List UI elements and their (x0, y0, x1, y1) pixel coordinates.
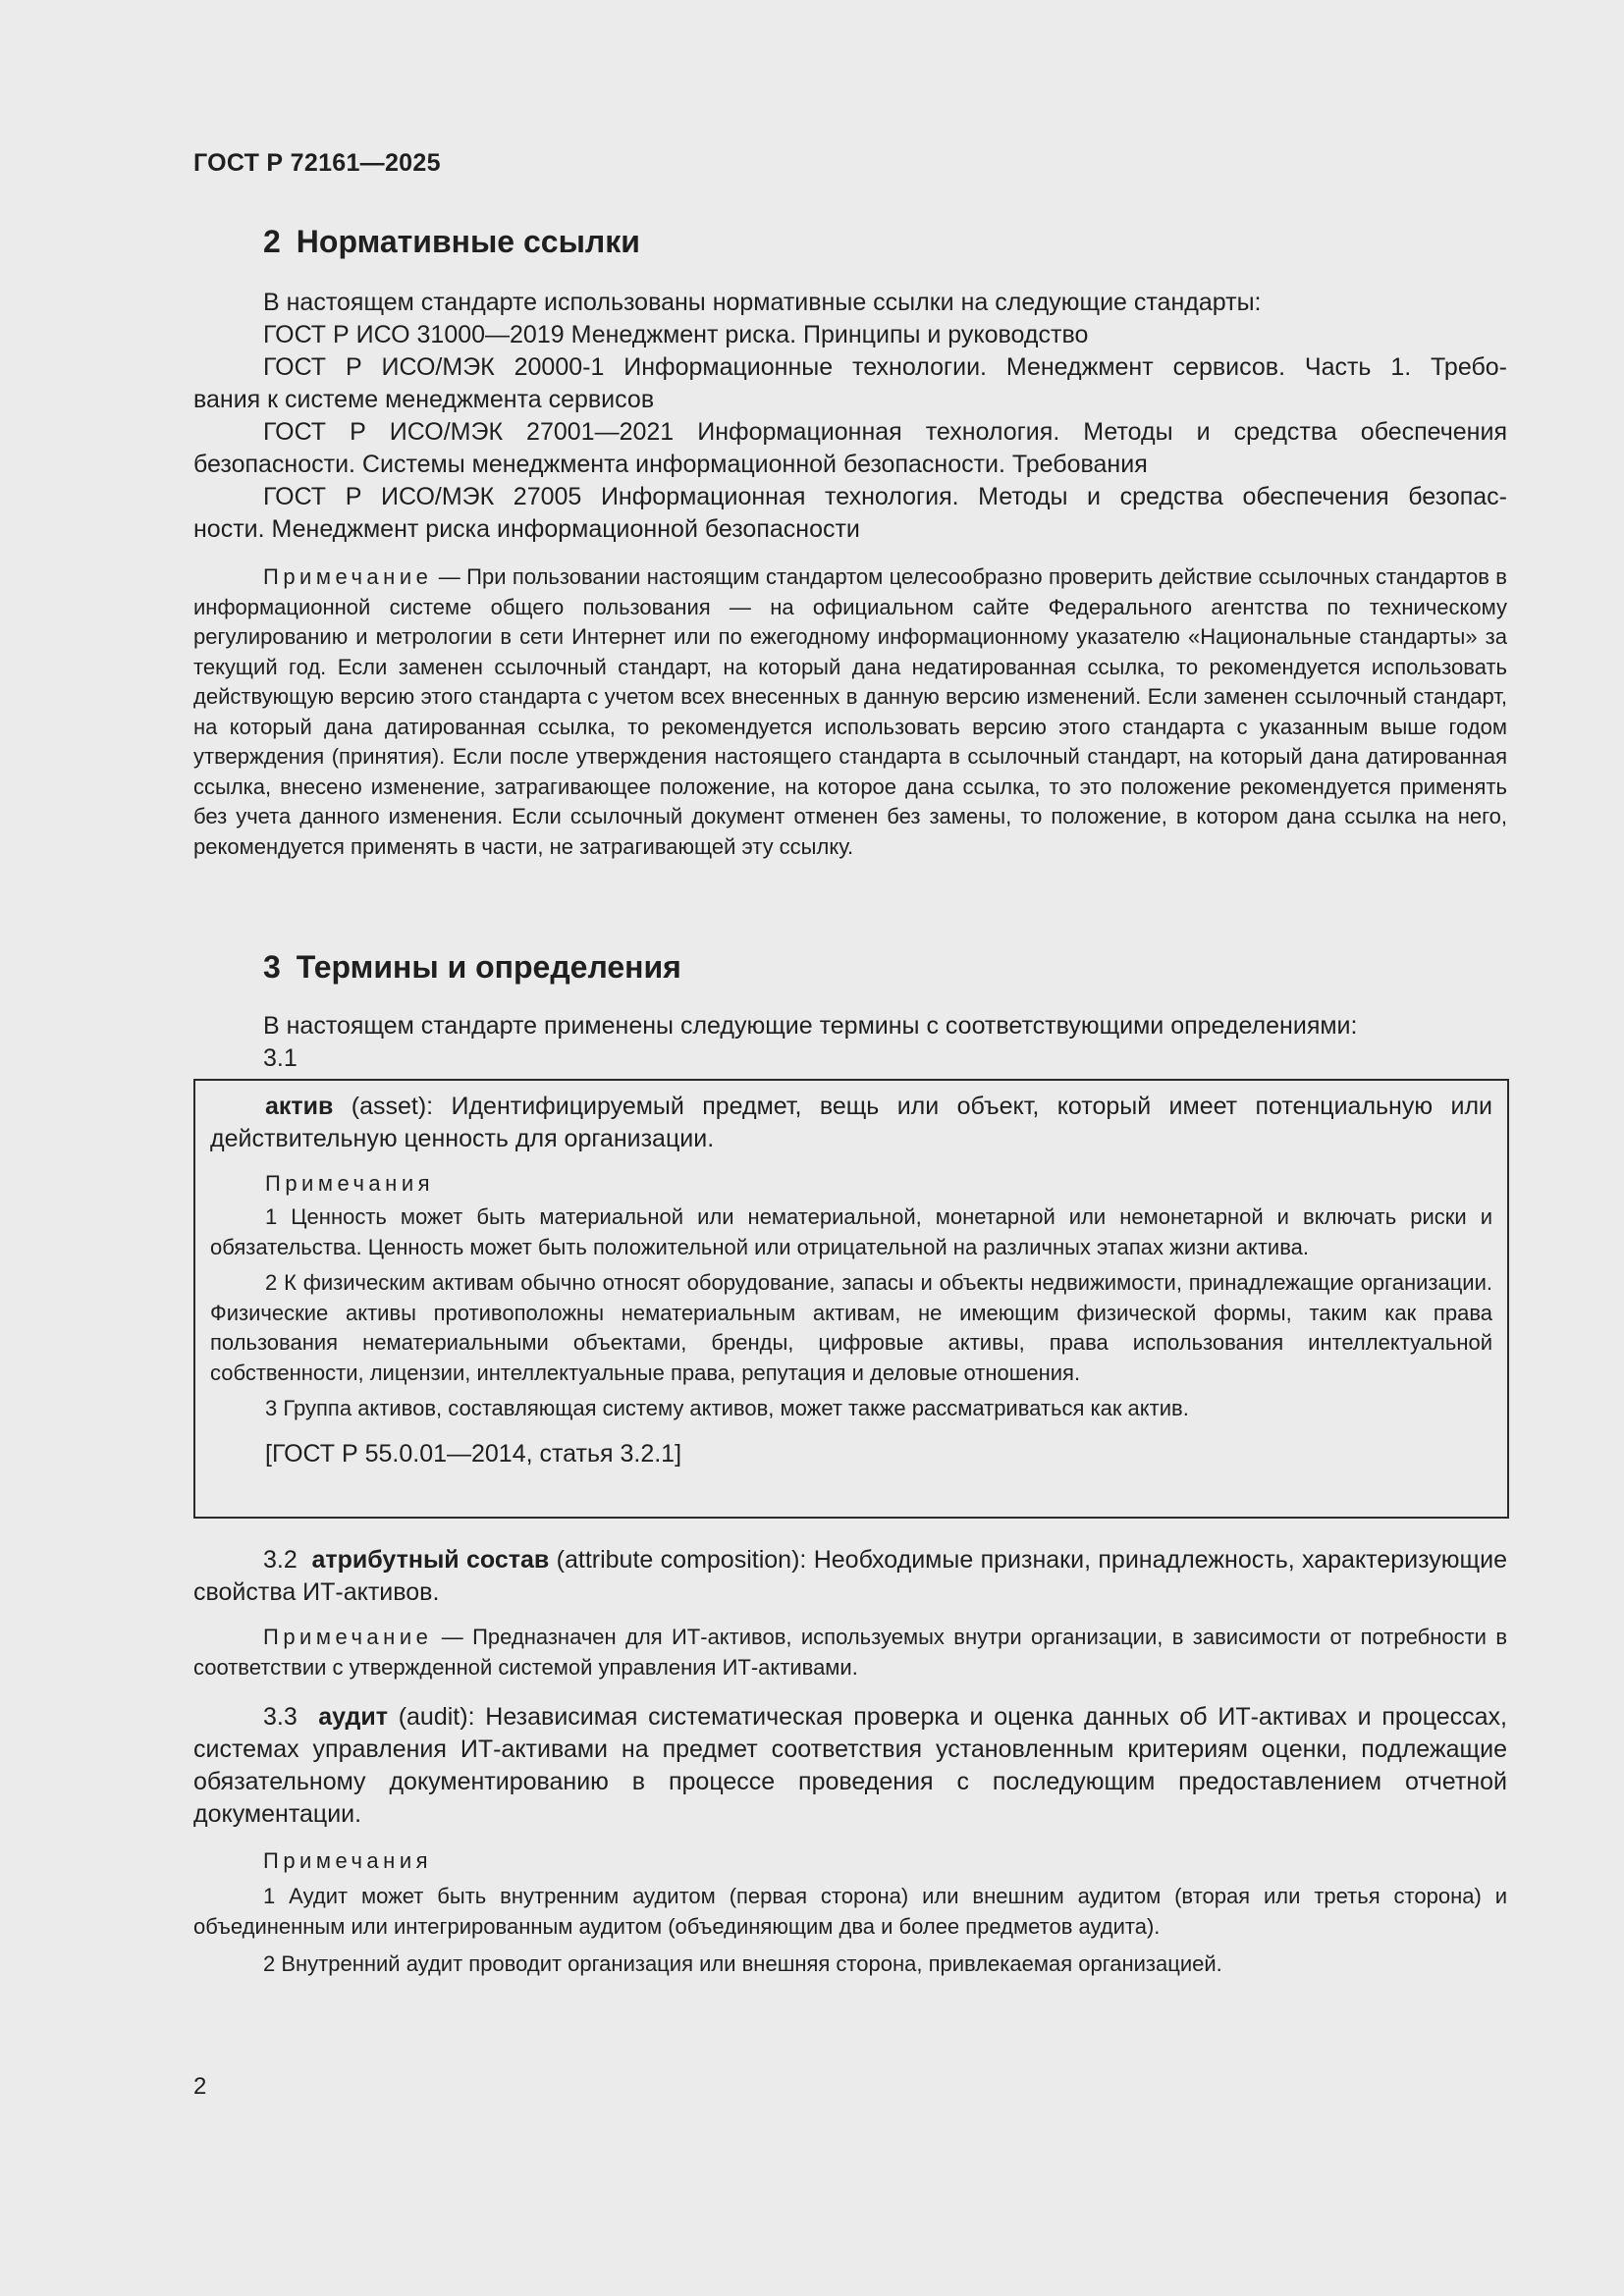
term-number: 3.1 (263, 1044, 298, 1072)
section-2-note (193, 562, 1507, 862)
term-number: 3.2 (263, 1546, 298, 1574)
notes-label: Примечания (265, 1171, 435, 1196)
section-number: 3 (263, 949, 281, 985)
term-word: актив (265, 1093, 334, 1120)
reference-item-continued: вания к системе менеджмента сервисов (193, 386, 655, 413)
term-definition-text: (audit): Независимая систематическая проверка и оценка данных об ИТ-активах и процессах, системах управления ИТ-активами на предмет соответствия установленным критериям оценки, подлежащие обязательному документированию в процессе проведения с последующим предоставлением отчетной документации. (193, 1703, 1507, 1828)
note-label: Примечание (263, 1625, 433, 1649)
note-item: 1 Ценность может быть материальной или нематериальной, монетарной или немонетарной и включать риски и обязательства. Ценность может быть положительной или отрицательной на различных этапах жизни актива. (210, 1204, 1492, 1259)
term-3-1-definition (210, 1091, 1492, 1155)
term-word: аудит (318, 1703, 388, 1731)
term-3-1-notes (210, 1171, 1492, 1470)
notes-label: Примечания (263, 1848, 433, 1873)
term-3-3 (193, 1701, 1507, 1980)
reference-item-continued: безопасности. Системы менеджмента информационной безопасности. Требования (193, 451, 1148, 478)
note-item: 2 К физическим активам обычно относят оборудование, запасы и объекты недвижимости, принадлежащие организации. Физические активы противоположны нематериальным активам, не имеющим физической формы, таким как права пользования нематериальными объектами, бренды, цифровые активы, права использования интеллектуальной собственности, лицензии, интеллектуальные права, репутация и деловые отношения. (210, 1270, 1492, 1385)
note-paragraph (193, 562, 1507, 862)
note-item: 3 Группа активов, составляющая систему активов, может также рассматриваться как актив. (265, 1396, 1189, 1420)
document-id: ГОСТ Р 72161—2025 (193, 149, 441, 177)
term-definition (193, 1701, 1507, 1831)
section-intro: В настоящем стандарте использованы нормативные ссылки на следующие стандарты: (263, 289, 1262, 316)
page-number: 2 (193, 2073, 207, 2100)
reference-item: ГОСТ Р ИСО/МЭК 27005 Информационная технология. Методы и средства обеспечения безопас- (263, 483, 1507, 510)
section-title: Нормативные ссылки (296, 224, 640, 259)
term-definition-text: (asset): Идентифицируемый предмет, вещь или объект, который имеет потенциальную или действительную ценность для организации. (210, 1093, 1492, 1152)
note-label: Примечание (263, 564, 433, 589)
section-intro: В настоящем стандарте применены следующие термины с соответствующими определениями: (263, 1012, 1358, 1040)
note-paragraph (193, 1623, 1507, 1682)
section-title: Термины и определения (296, 949, 681, 985)
term-3-1-box (193, 1079, 1509, 1519)
section-2-body (193, 287, 1507, 546)
term-word: атрибутный состав (311, 1546, 550, 1574)
term-definition-text: (attribute composition): Необходимые признаки, принадлежность, характеризующие свойства ИТ-активов. (193, 1546, 1507, 1606)
section-number: 2 (263, 224, 281, 259)
section-3-intro (193, 1010, 1507, 1075)
section-3-heading (263, 949, 681, 986)
reference-item: ГОСТ Р ИСО 31000—2019 Менеджмент риска. Принципы и руководство (263, 321, 1089, 348)
section-2-heading (263, 224, 640, 260)
term-3-2 (193, 1544, 1507, 1682)
reference-item: ГОСТ Р ИСО/МЭК 27001—2021 Информационная технология. Методы и средства обеспечения (263, 418, 1507, 446)
term-definition (210, 1091, 1492, 1155)
term-source: [ГОСТ Р 55.0.01—2014, статья 3.2.1] (265, 1439, 682, 1468)
reference-item-continued: ности. Менеджмент риска информационной безопасности (193, 515, 860, 543)
note-text: — Предназначен для ИТ-активов, используемых внутри организации, в зависимости от потребности в соответствии с утвержденной системой управления ИТ-активами. (193, 1625, 1507, 1680)
reference-item: ГОСТ Р ИСО/МЭК 20000-1 Информационные технологии. Менеджмент сервисов. Часть 1. Требо- (263, 353, 1507, 381)
term-number: 3.3 (263, 1703, 298, 1731)
term-definition (193, 1544, 1507, 1609)
note-item: 1 Аудит может быть внутренним аудитом (первая сторона) или внешним аудитом (вторая или третья сторона) и объединенным или интегрированным аудитом (объединяющим два и более предметов аудита). (193, 1884, 1507, 1939)
note-text: — При пользовании настоящим стандартом целесообразно проверить действие ссылочных стандартов в информационной системе общего пользования — на официальном сайте Федерального агентства по техническому регулированию и метрологии в сети Интернет или по ежегодному информационному указателю «Национальные стандарты» за текущий год. Если заменен ссылочный стандарт, на который дана недатированная ссылка, то рекомендуется использовать действующую версию этого стандарта с учетом всех внесенных в данную версию изменений. Если заменен ссылочный стандарт, на который дана датированная ссылка, то рекомендуется использовать версию этого стандарта с указанным выше годом утверждения (принятия). Если после утверждения настоящего стандарта в ссылочный стандарт, на который дана датированная ссылка, внесено изменение, затрагивающее положение, на которое дана ссылка, то это положение рекомендуется применять без учета данного изменения. Если ссылочный документ отменен без замены, то положение, в котором дана ссылка на него, рекомендуется применять в части, не затрагивающей эту ссылку. (193, 564, 1507, 859)
note-item: 2 Внутренний аудит проводит организация или внешняя сторона, привлекаемая организацией. (263, 1951, 1222, 1976)
